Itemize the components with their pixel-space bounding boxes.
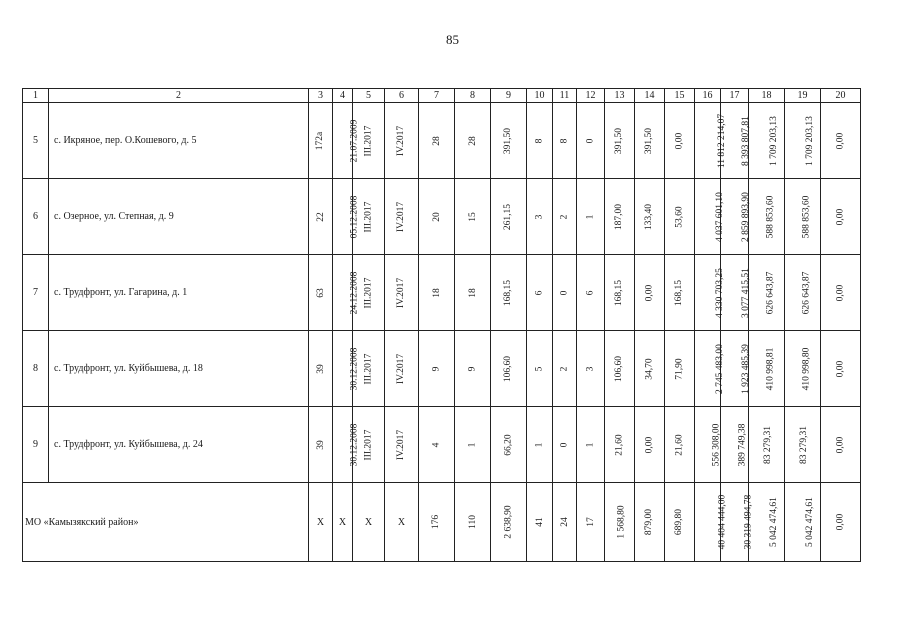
cell-text: 689,80 [674,508,685,536]
cell-text: 18 [467,287,478,298]
column-header: 6 [385,89,419,103]
cell-text: 30.12.2008 [349,347,360,390]
cell-text: 8 [534,138,545,143]
cell-c11 [553,179,577,255]
column-header: 19 [785,89,821,103]
cell-text: 0 [559,442,570,447]
cell-text: 588 853,60 [765,195,776,238]
cell-text: 391,50 [644,127,655,154]
table-row [23,179,861,255]
cell-text: 168,15 [614,279,625,306]
cell-c11 [553,331,577,407]
cell-text: 176 [431,514,442,530]
cell-text: 1 [585,214,596,219]
cell-text: 21,60 [674,433,685,456]
row-number [23,179,49,255]
table-row [23,407,861,483]
cell-c6 [385,407,419,483]
cell-text: 168,15 [503,279,514,306]
cell-c7 [419,483,455,562]
cell-text: 187,00 [614,203,625,230]
cell-c13 [605,407,635,483]
column-header: 9 [491,89,527,103]
cell-text: 0,00 [644,436,655,453]
cell-text: 05.12.2008 [349,195,360,238]
cell-c18 [749,407,785,483]
cell-c8 [455,103,491,179]
cell-text: 1 923 485,39 [740,343,751,394]
cell-text: 1 [467,442,478,447]
cell-c15 [665,255,695,331]
cell-text: 8 393 807,81 [740,115,751,166]
cell-text: 21.07.2009 [349,119,360,162]
cell-c16 [695,407,721,483]
cell-c3 [309,179,333,255]
cell-text: 626 643,87 [801,271,812,314]
cell-text: 2 638,90 [503,505,514,539]
cell-text: 21,60 [614,433,625,456]
cell-text: 53,60 [674,205,685,228]
cell-c8 [455,179,491,255]
cell-c11 [553,255,577,331]
cell-text: 391,50 [614,127,625,154]
cell-c11 [553,407,577,483]
cell-c13 [605,483,635,562]
cell-c6 [385,179,419,255]
cell-c19 [785,255,821,331]
cell-c13 [605,255,635,331]
cell-c12 [577,407,605,483]
cell-text: 9 [431,366,442,371]
cell-c10 [527,407,553,483]
cell-text: 0 [585,138,596,143]
cell-c8 [455,407,491,483]
cell-text: 4 037 601,10 [714,191,725,242]
cell-c12 [577,483,605,562]
housing-registry-table [22,88,861,562]
cell-c18 [749,179,785,255]
cell-text: 5 [534,366,545,371]
cell-c16 [695,331,725,407]
cell-text: 168,15 [674,279,685,306]
cell-c20 [821,483,861,562]
cell-text: 22 [315,211,326,222]
row-number [23,255,49,331]
cell-text: 0,00 [835,360,846,377]
page-number: 85 [446,32,459,47]
cell-c10 [527,483,553,562]
column-number-row [23,89,861,103]
cell-text: 0,00 [674,132,685,149]
column-header: 4 [333,89,353,103]
cell-c15 [665,103,695,179]
cell-c7 [419,179,455,255]
total-label: МО «Камызякский район» [23,483,309,562]
cell-c9 [491,331,527,407]
cell-text: 3 [534,214,545,219]
cell-text: Х [397,516,406,528]
cell-text: 11 812 214,07 [717,113,728,168]
cell-text: 3 [585,366,596,371]
cell-c3 [309,407,333,483]
cell-c9 [491,179,527,255]
cell-c7 [419,255,455,331]
cell-c3 [309,331,333,407]
cell-text: 28 [431,135,442,146]
cell-c16 [695,483,728,562]
row-number [23,103,49,179]
cell-text: 71,90 [674,357,685,380]
cell-text: 83 279,31 [799,425,809,464]
cell-text: 0,00 [644,284,655,301]
cell-c4 [333,103,360,179]
cell-text: III.2017 [363,277,374,308]
cell-text: 24.12.2008 [349,271,360,314]
cell-text: 391,50 [503,127,514,154]
cell-c15 [665,407,695,483]
cell-text: 66,20 [503,433,514,456]
cell-text: 588 853,60 [801,195,812,238]
cell-c9 [491,255,527,331]
cell-c8 [455,483,491,562]
cell-text: 626 643,87 [765,271,776,314]
cell-c13 [605,179,635,255]
cell-text: 261,15 [503,203,514,230]
cell-c20 [821,407,861,483]
table-row [23,331,861,407]
column-header: 10 [527,89,553,103]
cell-c7 [419,103,455,179]
cell-text: 4 330 703,25 [714,267,725,318]
cell-c19 [785,179,821,255]
cell-text: 5 042 474,61 [768,497,779,547]
cell-c15 [665,179,695,255]
cell-text: 3 077 415,51 [740,267,751,318]
cell-text: 0,00 [835,436,846,453]
cell-text: 39 [315,439,326,450]
cell-text: 5 042 474,61 [804,497,815,547]
cell-text: 0,00 [835,513,846,531]
cell-c12 [577,179,605,255]
table-row [23,103,861,179]
cell-text: 9 [467,366,478,371]
row-number-text: 6 [33,211,38,222]
row-number-text: 9 [33,439,38,450]
cell-text: 556 308,00 [711,423,722,466]
column-header: 2 [49,89,309,103]
cell-c16 [695,179,725,255]
cell-text: 30 319 494,78 [743,494,754,550]
cell-text: 106,60 [503,355,514,382]
cell-c18 [749,483,785,562]
cell-c9 [491,407,527,483]
cell-text: 24 [559,517,570,527]
cell-text: 28 [467,135,478,146]
cell-c19 [785,331,821,407]
cell-c20 [821,103,861,179]
cell-text: 1 [585,442,596,447]
cell-text: 0,00 [835,284,846,301]
cell-c7 [419,407,455,483]
cell-c8 [455,255,491,331]
cell-text: 1 709 203,13 [768,115,779,166]
cell-text: 4 [431,442,442,447]
cell-c4 [333,255,360,331]
cell-text: 0,00 [835,208,846,225]
cell-c14 [635,179,665,255]
cell-c11 [553,483,577,562]
cell-c10 [527,255,553,331]
cell-text: IV.2017 [396,201,407,232]
cell-text: 2 [559,214,570,219]
cell-c15 [665,331,695,407]
row-number-text: 7 [33,287,38,298]
cell-text: 0 [559,290,570,295]
cell-c12 [577,103,605,179]
row-number-text: 8 [33,363,38,374]
cell-c4 [333,483,353,562]
table-row [23,255,861,331]
cell-c16 [695,103,728,179]
cell-c20 [821,331,861,407]
cell-text: 63 [315,287,326,298]
cell-c19 [785,103,821,179]
cell-c19 [785,407,821,483]
column-header: 1 [23,89,49,103]
cell-c4 [333,407,360,483]
cell-text: 41 [534,517,545,527]
cell-text: 18 [431,287,442,298]
cell-text: 8 [559,138,570,143]
cell-text: IV.2017 [396,277,407,308]
cell-c3 [309,483,333,562]
cell-text: 40 404 444,00 [717,494,728,550]
cell-c20 [821,179,861,255]
cell-text: 410 998,80 [801,347,812,390]
cell-text: 2 745 483,00 [714,343,725,394]
cell-c14 [635,407,665,483]
cell-c10 [527,331,553,407]
cell-c19 [785,483,821,562]
row-number [23,407,49,483]
cell-text: III.2017 [363,353,374,384]
column-header: 16 [695,89,721,103]
cell-c14 [635,255,665,331]
total-row [23,483,861,562]
cell-text: 2 [559,366,570,371]
cell-text: 389 749,38 [737,423,748,466]
cell-text: 879,00 [644,508,655,536]
cell-c13 [605,331,635,407]
cell-c11 [553,103,577,179]
cell-c14 [635,103,665,179]
cell-c18 [749,255,785,331]
cell-text: 83 279,31 [763,425,773,464]
column-header: 5 [353,89,385,103]
cell-text: 0,00 [835,132,846,149]
cell-text: 172а [315,131,326,150]
cell-c16 [695,255,725,331]
column-header: 15 [665,89,695,103]
column-header: 13 [605,89,635,103]
column-header: 18 [749,89,785,103]
cell-c10 [527,103,553,179]
cell-c12 [577,331,605,407]
address-cell: с. Икряное, пер. О.Кошевого, д. 5 [49,103,309,179]
address-cell: с. Трудфронт, ул. Гагарина, д. 1 [49,255,309,331]
address-cell: с. Трудфронт, ул. Куйбышева, д. 18 [49,331,309,407]
cell-text: 34,70 [644,357,655,380]
cell-text: Х [316,516,325,528]
cell-c17 [721,407,749,483]
cell-c15 [665,483,695,562]
cell-text: 410 998,81 [765,347,776,390]
cell-c20 [821,255,861,331]
column-header: 12 [577,89,605,103]
cell-text: IV.2017 [396,429,407,460]
cell-text: 1 [534,442,545,447]
cell-text: 30.12.2008 [349,423,360,466]
column-header: 20 [821,89,861,103]
cell-text: 20 [431,211,442,222]
cell-text: IV.2017 [396,125,407,156]
cell-c3 [309,255,333,331]
cell-text: III.2017 [363,201,374,232]
cell-c14 [635,483,665,562]
cell-text: 6 [585,290,596,295]
column-header: 17 [721,89,749,103]
cell-text: Х [338,516,347,528]
column-header: 7 [419,89,455,103]
cell-text: 1 568,80 [616,505,627,539]
cell-text: 133,40 [644,203,655,230]
cell-c6 [385,255,419,331]
cell-text: 15 [467,211,478,222]
cell-text: 1 709 203,13 [804,115,815,166]
cell-c3 [309,103,333,179]
cell-text: Х [364,516,373,528]
column-header: 3 [309,89,333,103]
cell-c14 [635,331,665,407]
row-number-text: 5 [33,135,38,146]
row-number [23,331,49,407]
cell-text: 39 [315,363,326,374]
column-header: 11 [553,89,577,103]
cell-text: III.2017 [363,429,374,460]
cell-c6 [385,483,419,562]
cell-text: 17 [585,517,596,527]
column-header: 8 [455,89,491,103]
cell-text: 2 859 893,90 [740,191,751,242]
cell-text: 106,60 [614,355,625,382]
address-cell: с. Трудфронт, ул. Куйбышева, д. 24 [49,407,309,483]
cell-text: 110 [467,515,478,529]
cell-c5 [353,483,385,562]
cell-c10 [527,179,553,255]
column-header: 14 [635,89,665,103]
address-cell: с. Озерное, ул. Степная, д. 9 [49,179,309,255]
cell-text: 6 [534,290,545,295]
cell-c4 [333,331,360,407]
cell-c9 [491,483,527,562]
cell-c12 [577,255,605,331]
cell-c4 [333,179,360,255]
cell-c18 [749,331,785,407]
cell-c9 [491,103,527,179]
cell-c6 [385,103,419,179]
cell-c8 [455,331,491,407]
cell-c18 [749,103,785,179]
cell-text: IV.2017 [396,353,407,384]
cell-c13 [605,103,635,179]
cell-text: III.2017 [363,125,374,156]
cell-c6 [385,331,419,407]
cell-c7 [419,331,455,407]
